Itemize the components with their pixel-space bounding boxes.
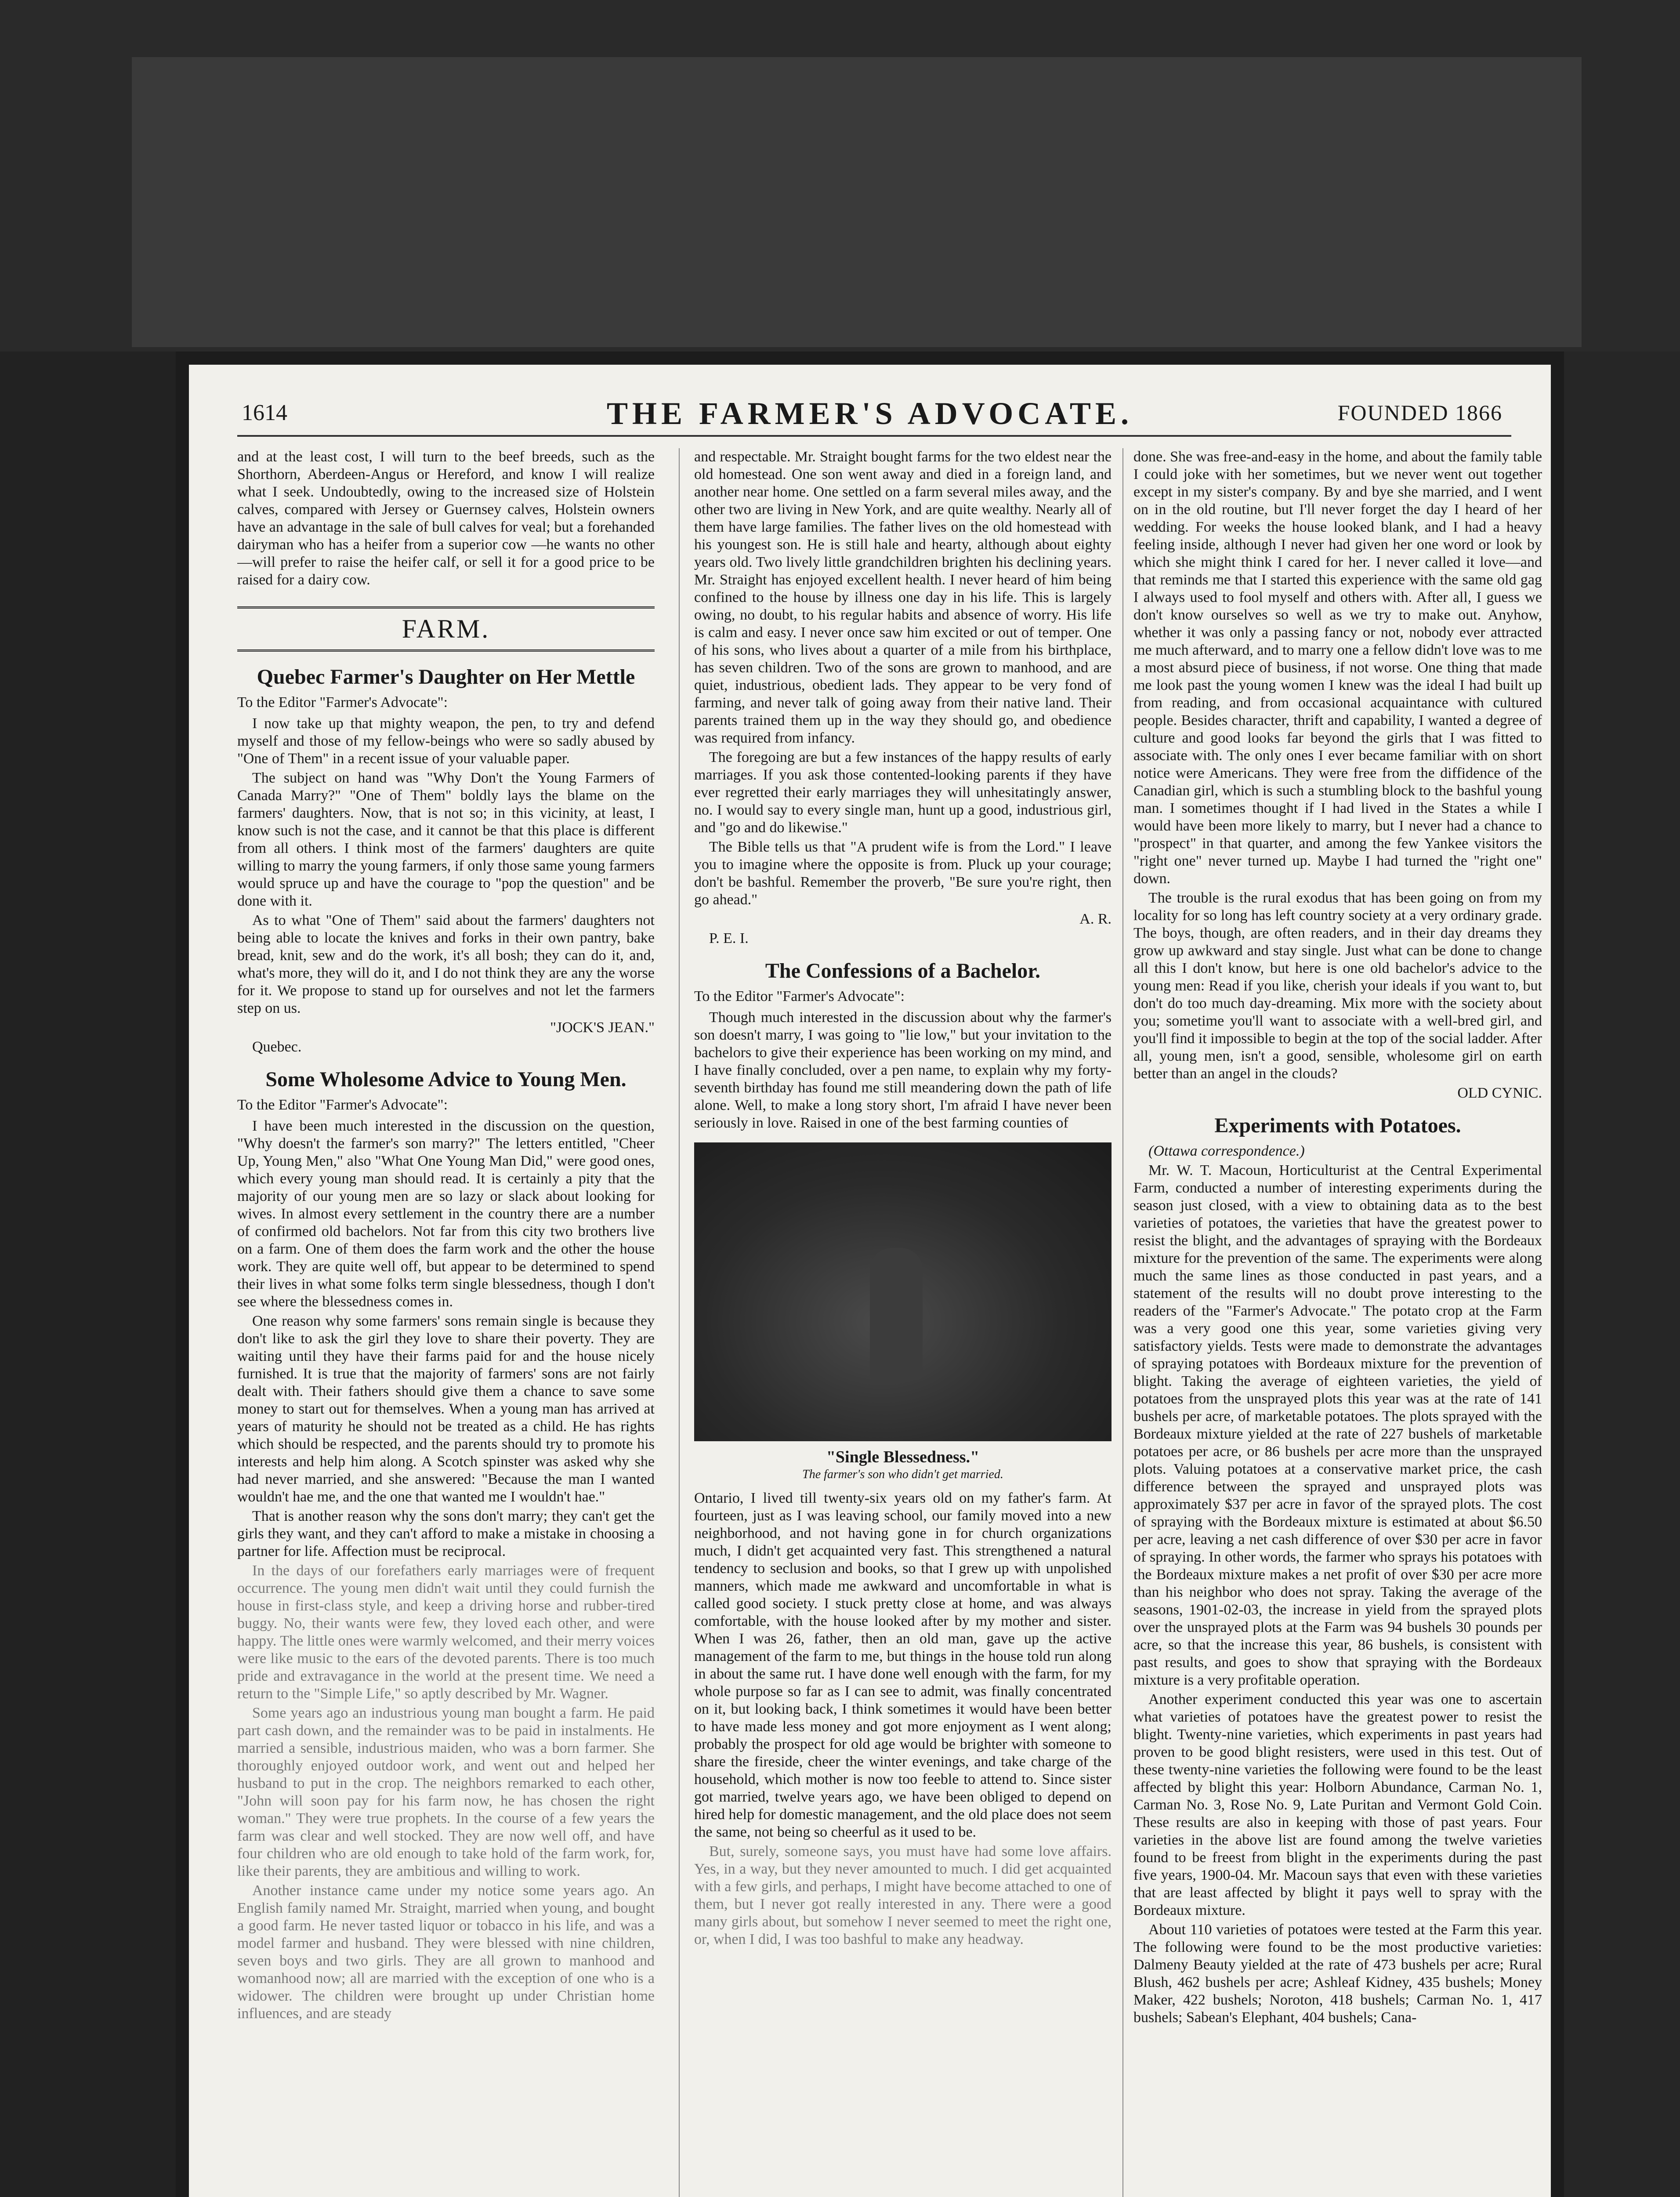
article-paragraph: Another instance came under my notice some years ago. An English family named Mr. Straight, married when young, and bought a good farm. He never tasted liquor or tobacco in his life, and was a model farmer and husband. They were blessed with nine children, seven boys and two girls. They are all grown to manhood and womanhood now; all are married with the exception of one who is a widower. The children were brought up under Christian home influences, and are steady: [237, 1882, 655, 2022]
microfilm-left-border: [0, 352, 176, 2197]
article-paragraph: As to what "One of Them" said about the farmers' daughters not being able to locate the knives and forks in their own pantry, bake bread, knit, sew and do the work, it's all bosh; they can do it, and, what's more, they will do it, and I do not think they are any the worse for it. We propose to stand up for ourselves and not let the farmers step on us.: [237, 912, 655, 1016]
column-divider: [679, 448, 680, 2197]
article-paragraph: That is another reason why the sons don't marry; they can't get the girls they want, and they can't afford to make a mistake in choosing a partner for life. Affection must be reciprocal.: [237, 1508, 655, 1559]
newspaper-page: [189, 365, 1551, 2197]
article-headline: The Confessions of a Bachelor.: [765, 959, 1041, 982]
page-header: [189, 365, 1551, 435]
article-signature: A. R.: [1079, 911, 1112, 927]
article-place: P. E. I.: [709, 930, 749, 946]
article-paragraph: Some years ago an industrious young man bought a farm. He paid part cash down, and the remainder was to be paid in instalments. He married a sensible, industrious maiden, who was a born farmer. She thoroughly enjoyed outdoor work, and went out and helped her husband to put in the crop. The neighbors remarked to each other, "John will soon pay for his farm now, he has chosen the right woman." They were true prophets. In the course of a few years the farm was clear and well stocked. They are now well off, and have four children who are old enough to take hold of the farm work, for, like their parents, they are ambitious and willing to work.: [237, 1705, 655, 1879]
column-3: [1133, 448, 1542, 2197]
article-paragraph: Mr. W. T. Macoun, Horticulturist at the Central Experimental Farm, conducted a number of interesting experiments during the season just closed, with a view to obtaining data as to the best varieties of potatoes, the varieties that have the greatest power to resist the blight, and the advantages of spraying with the Bordeaux mixture for the prevention of the same. The experiments were along much the same lines as those conducted in past years, and a statement of the results will no doubt prove interesting to the readers of the "Farmer's Advocate." The potato crop at the Farm was a very good one this year, some varieties giving very satisfactory yields. Tests were made to demonstrate the advantages of spraying potatoes with Bordeaux mixture for the prevention of blight. Taking the average of eighteen varieties, the yield of potatoes from the unsprayed plots this year was at the rate of 141 bushels per acre, of marketable potatoes. The plots sprayed with the Bordeaux mixture yielded at the rate of 227 bushels of marketable potatoes per acre, or 86 bushels per acre more than the unsprayed plots. Valuing potatoes at a conservative market price, the cash difference between the sprayed and unsprayed plots was approximately $37 per acre in favor of the sprayed plots. The cost of spraying with the Bordeaux mixture is estimated at about $6.50 per acre, leaving a net cash difference of over $30 per acre in favor of spraying. In other words, the farmer who sprays his potatoes with the Bordeaux mixture makes a net profit of over $30 per acre more than his neighbor who does not spray. Taking the average of the seasons, 1901-02-03, the increase in yield from the sprayed plots over the unsprayed plots at the Farm was 94 bushels 30 pounds per acre, so that the increase this year, 86 bushels, is consistent with past results, and goes to show that spraying with the Bordeaux mixture is a very profitable operation.: [1133, 1162, 1542, 1688]
continued-paragraph: and at the least cost, I will turn to the beef breeds, such as the Shorthorn, Aberdeen-Angus or Hereford, and know I will realize what I seek. Undoubtedly, owing to the increased size of Holstein calves, compared with Jersey or Guernsey calves, Holstein owners have an advantage in the sale of bull calves for veal; but a forehanded dairyman who has a heifer from a superior cow —he wants no other—will prefer to raise the heifer calf, or sell it for a good price to be raised for a dairy cow.: [237, 449, 655, 588]
article-paragraph: Another experiment conducted this year was one to ascertain what varieties of potatoes have the greatest power to resist the blight. Twenty-nine varieties, which experiments in past years had proven to be good blight resisters, were used in this test. Out of these twenty-nine varieties the following were found to be the least affected by blight this year: Holborn Abundance, Carman No. 1, Carman No. 3, Rose No. 9, Late Puritan and Vermont Gold Coin. These results are also in keeping with those of past years. Four varieties in the above list are found among the twelve varieties found to be freest from blight in the experiments during the past five years, 1900-04. Mr. Macoun says that even with these varieties that are least affected by blight it pays well to spray with the Bordeaux mixture.: [1133, 1691, 1542, 1918]
article-paragraph: Though much interested in the discussion about why the farmer's son doesn't marry, I was going to "lie low," but your invitation to the bachelors to give their experience has been working on my mind, and I have finally concluded, over a pen name, to explain why my forty-seventh birthday has found me still meandering down the path of life alone. Well, to make a long story short, I'm afraid I have never been seriously in love. Raised in one of the best farming counties of: [694, 1009, 1112, 1131]
article-paragraph: The Bible tells us that "A prudent wife is from the Lord." I leave you to imagine where the opposite is from. Pluck up your courage; don't be bashful. Remember the proverb, "Be sure you're right, then go ahead.": [694, 839, 1112, 908]
microfilm-right-border: [1564, 352, 1680, 2197]
article-paragraph: I have been much interested in the discussion on the question, "Why doesn't the farmer's son marry?" The letters entitled, "Cheer Up, Young Men," also "What One Young Man Did," were good ones, which every young man should read. It is certainly a pity that the majority of our young men are so lazy or slack about looking for wives. In almost every settlement in the country there are a number of confirmed old bachelors. Not far from this city two brothers live on a farm. One of them does the farm work and the other the house work. They are quite well off, but appear to be determined to spend their lives in what some folks term single blessedness, though I don't see where the blessedness comes in.: [237, 1118, 655, 1310]
column-divider: [1122, 448, 1123, 2197]
article-paragraph: Ontario, I lived till twenty-six years old on my father's farm. At fourteen, just as I was leaving school, our family moved into a new neighborhood, and not having gone in for church organizations much, I didn't get acquainted very fast. This strengthened a natural tendency to seclusion and books, so that I grew up with unpolished manners, which made me awkward and uncomfortable in what is called good society. I stuck pretty close at home, and was always comfortable, with the house looked after by my mother and sister. When I was 26, father, then an old man, gave up the active management of the farm to me, but things in the house told run along in about the same rut. I have done well enough with the farm, for my whole purpose so far as I can see to admit, was finally concentrated on it, but looking back, I think sometimes it would have been better to have made less money and got more enjoyment as I went along; probably the prospect for old age would be brighter with someone to share the fireside, cheer the winter evenings, and take charge of the household, which mother is now too feeble to attend to. Since sister got married, twelve years ago, we have been obliged to depend on hired help for domestic management, and the old place does not seem the same, not being so cheerful as it used to be.: [694, 1490, 1112, 1840]
article-paragraph: But, surely, someone says, you must have had some love affairs. Yes, in a way, but they never amounted to much. I did get acquainted with a few girls, and perhaps, I might have become attached to one of them, but I never got really interested in any. There were a good many girls about, but somehow I never seemed to meet the right one, or, when I did, I was too bashful to make any headway.: [694, 1843, 1112, 1947]
article-signature: OLD CYNIC.: [1457, 1085, 1542, 1101]
article-subhead: (Ottawa correspondence.): [1148, 1143, 1305, 1159]
founded-note: FOUNDED 1866: [1337, 400, 1503, 425]
photo-caption: "Single Blessedness.": [826, 1448, 980, 1466]
microfilm-previous-frame: [132, 57, 1582, 347]
section-banner-farm: FARM.: [237, 606, 655, 652]
article-paragraph: The trouble is the rural exodus that has been going on from my locality for so long has left country society at a very ordinary grade. The boys, though, are often readers, and in their day dreams they grow up awkward and stay single. Just what can be done to change all this I don't know, but here is one old bachelor's advice to the young men: Read if you like, cherish your ideals if you want to, but don't do too much day-dreaming. Mix more with the society about you; sometime you'll want to associate with a well-bred girl, and you'll find it impossible to begin at the top of the social ladder. After all, young men, isn't a good, sensible, wholesome girl on earth better than an angel in the clouds?: [1133, 890, 1542, 1082]
continued-paragraph: and respectable. Mr. Straight bought farms for the two eldest near the old homestead. One son went away and died in a foreign land, and another near home. One settled on a farm several miles away, and the other two are living in New York, and are quite wealthy. Nearly all of them have large families. The father lives on the old homestead with his youngest son. He is still hale and hearty, although about eighty years old. Two lively little grandchildren brighten his declining years. Mr. Straight has enjoyed excellent health. I never heard of him being confined to the house by illness one day in his life. This is largely owing, no doubt, to his regular habits and absence of worry. His life is calm and easy. I never once saw him excited or out of temper. One of his sons, who lives about a quarter of a mile from his birthplace, has seven children. Two of the sons are grown to manhood, and are quiet, industrious, obedient lads. They appear to be very fond of farming, and never talk of going away from their native land. Their parents trained them up in the way they should go, and obedience was required from infancy.: [694, 449, 1112, 746]
header-rule: [237, 435, 1511, 437]
article-paragraph: In the days of our forefathers early marriages were of frequent occurrence. The young men didn't wait until they could furnish the house in first-class style, and keep a driving horse and rubber-tired buggy. No, their wants were few, they loved each other, and were happy. The little ones were warmly welcomed, and their merry voices were like music to the ears of the devoted parents. There is too much pride and extravagance in the world at the present time. We need a return to the "Simple Life," so aptly described by Mr. Wagner.: [237, 1563, 655, 1702]
article-paragraph: The foregoing are but a few instances of the happy results of early marriages. If you ask those contented-looking parents if they have ever regretted their early marriages they will unhesitatingly answer, no. I would say to every single man, hunt up a good, industrious girl, and "go and do likewise.": [694, 749, 1112, 836]
column-2: [694, 448, 1112, 2197]
masthead-title: THE FARMER'S ADVOCATE.: [607, 396, 1133, 431]
to-editor-line: To the Editor "Farmer's Advocate":: [694, 988, 905, 1004]
photograph: [694, 1142, 1112, 1441]
article-paragraph: One reason why some farmers' sons remain single is because they don't like to ask the girl they love to share their poverty. They are waiting until they have their farms paid for and the house nicely furnished. It is true that the majority of farmers' sons are not fairly dealt with. Their fathers should give them a chance to save some money to start out for themselves. When a young man has arrived at years of maturity he should not be treated as a child. He has rights which should be respected, and the parents should try to promote his interests and help him along. A Scotch spinster was asked why she had never married, and she answered: "Because the man I wanted wouldn't hae me, and the one that wanted me I wouldn't hae.": [237, 1313, 655, 1505]
continued-paragraph: done. She was free-and-easy in the home, and about the family table I could joke with her sometimes, but we never went out together except in my sister's company. By and bye she married, and I went on in the old routine, but I'll never forget the day I heard of her wedding. For weeks the house looked blank, and I had a heavy feeling inside, although I never had given her one word or look by which she might think I cared for her. I never called it love—and that reminds me that I started this experience with the same old gag I always used to fool myself and others with. After all, I guess we don't know ourselves so well as we try to make out. Anyhow, whether it was only a passing fancy or not, nobody ever attracted me much afterward, and to marry one a fellow didn't love was to me a most absurd piece of business, if not worse. One thing that made me look past the young women I knew was the ideal I had built up from reading, and from occasional acquaintance with cultured people. Besides character, thrift and capability, I wanted a degree of culture and good looks far beyond the girls that I was fitted to associate with. The only ones I ever became familiar with on short notice were Americans. They were free from the diffidence of the Canadian girl, which is such a stumbling block to the bashful young man. I sometimes thought if I had lived in the States a while I would have been more likely to marry, but I never had a chance to "prospect" in that quarter, and among the few Yankee visitors the "right one" never turned up. Maybe I had turned the "right one" down.: [1133, 449, 1542, 887]
article-paragraph: I now take up that mighty weapon, the pen, to try and defend myself and those of my fellow-beings who were so sadly abused by "One of Them" in a recent issue of your valuable paper.: [237, 715, 655, 767]
article-place: Quebec.: [252, 1039, 302, 1055]
photo-figure: [870, 1248, 923, 1380]
to-editor-line: To the Editor "Farmer's Advocate":: [237, 694, 448, 711]
article-headline: Some Wholesome Advice to Young Men.: [265, 1068, 626, 1091]
article-headline: Experiments with Potatoes.: [1214, 1114, 1461, 1137]
column-1: [237, 448, 655, 2197]
article-signature: "JOCK'S JEAN.": [550, 1019, 655, 1036]
page-number: 1614: [242, 400, 287, 425]
article-paragraph: The subject on hand was "Why Don't the Young Farmers of Canada Marry?" "One of Them" boldly lays the blame on the farmers' daughters. Now, that is not so; in this vicinity, at least, I know such is not the case, and it cannot be that this place is different from all others. I think most of the farmers' daughters are quite willing to marry the young farmers, if only those same young farmers would spruce up and have the courage to "pop the question" and be done with it.: [237, 770, 655, 909]
article-paragraph: About 110 varieties of potatoes were tested at the Farm this year. The following were found to be the most productive varieties: Dalmeny Beauty yielded at the rate of 473 bushels per acre; Rural Blush, 462 bushels per acre; Ashleaf Kidney, 435 bushels; Money Maker, 422 bushels; Noroton, 418 bushels; Carman No. 1, 417 bushels; Sabean's Elephant, 404 bushels; Cana-: [1133, 1921, 1542, 2026]
photo-subcaption: The farmer's son who didn't get married.: [802, 1468, 1003, 1481]
to-editor-line: To the Editor "Farmer's Advocate":: [237, 1097, 448, 1113]
article-headline: Quebec Farmer's Daughter on Her Mettle: [257, 665, 635, 689]
